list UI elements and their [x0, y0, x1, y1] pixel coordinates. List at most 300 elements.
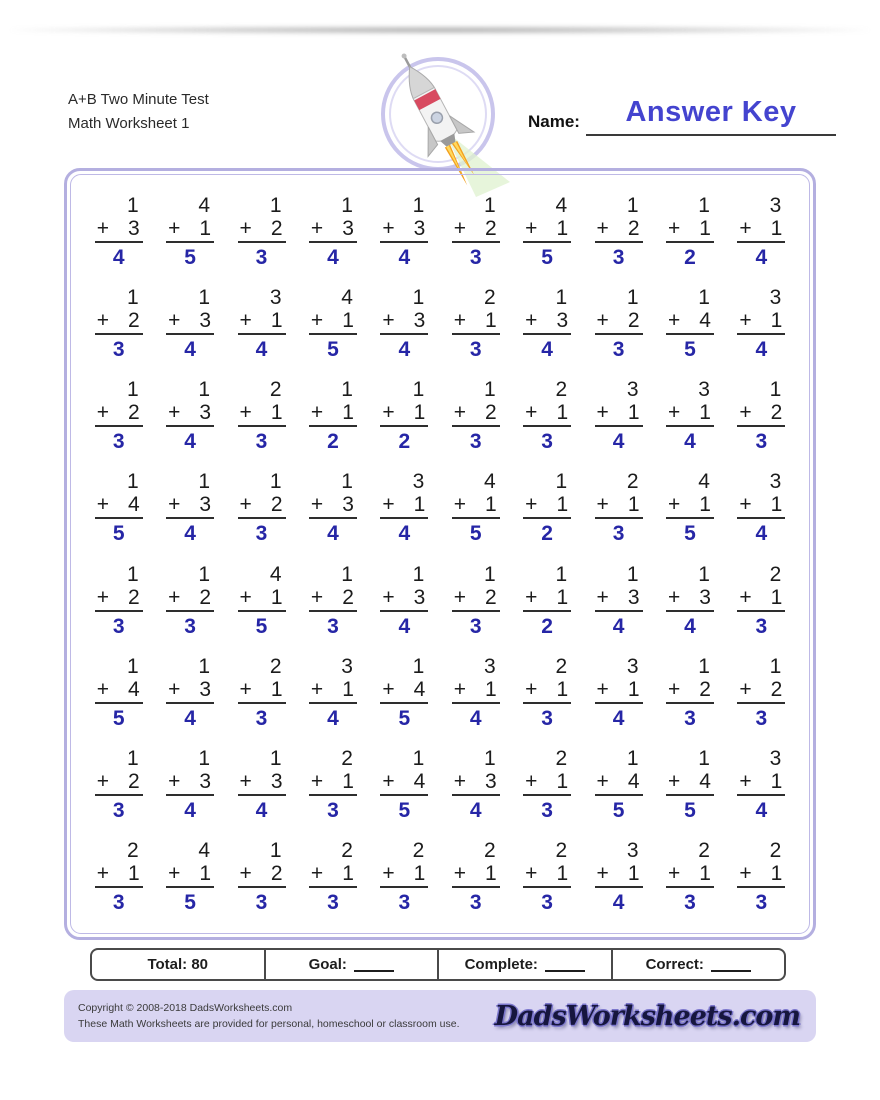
bottom-addend: 1: [485, 308, 497, 332]
addition-problem: [166, 563, 214, 638]
answer-value: 5: [327, 337, 339, 361]
addition-problem: [95, 655, 143, 730]
bottom-addend-row: [595, 586, 643, 612]
top-addend: 3: [698, 378, 710, 402]
bottom-addend-row: [95, 862, 143, 888]
plus-operator: +: [453, 401, 466, 425]
plus-operator: +: [525, 216, 538, 240]
answer-value: 3: [255, 245, 268, 269]
problem-cell: [440, 554, 511, 646]
bottom-addend-row: [452, 493, 500, 519]
plus-operator: +: [310, 216, 324, 240]
addition-problem: [309, 655, 357, 730]
answer-value: 5: [612, 799, 625, 823]
top-addend: 1: [555, 285, 568, 309]
plus-operator: +: [525, 401, 538, 425]
top-addend: 4: [698, 470, 710, 494]
addition-problem: [166, 378, 214, 453]
answer-value: 3: [255, 522, 268, 546]
answer-value: 3: [755, 891, 768, 915]
top-addend: 3: [769, 193, 782, 217]
addition-problem: [523, 470, 571, 545]
addition-problem: [666, 747, 714, 822]
bottom-addend: 3: [413, 308, 426, 332]
problem-cell: [297, 370, 368, 462]
bottom-addend-row: [595, 401, 643, 427]
addition-problem: [737, 563, 785, 638]
bottom-addend-row: [523, 217, 571, 243]
plus-operator: +: [96, 308, 109, 332]
bottom-addend: 2: [485, 216, 497, 240]
problem-cell: [583, 646, 654, 738]
plus-operator: +: [739, 677, 752, 701]
addition-problem: [595, 747, 643, 822]
bottom-addend: 1: [699, 216, 711, 240]
addition-problem: [238, 563, 286, 638]
bottom-addend-row: [380, 678, 428, 704]
bottom-addend: 1: [556, 216, 569, 240]
answer-value: 5: [541, 245, 553, 269]
plus-operator: +: [382, 770, 395, 794]
addition-problem: [595, 839, 643, 914]
addition-problem: [595, 378, 643, 453]
top-addend: 1: [555, 562, 568, 586]
bottom-addend-row: [666, 493, 714, 519]
top-addend: 1: [341, 562, 353, 586]
problem-cell: [226, 646, 297, 738]
problem-cell: [369, 554, 440, 646]
bottom-addend: 2: [270, 493, 283, 517]
plus-operator: +: [667, 677, 681, 701]
addition-problem: [95, 747, 143, 822]
addition-problem: [95, 378, 143, 453]
bottom-addend-row: [238, 678, 286, 704]
bottom-addend-row: [309, 862, 357, 888]
goal-cell: Goal:: [264, 950, 438, 979]
addition-problem: [452, 655, 500, 730]
problem-cell: [369, 739, 440, 831]
answer-value: 4: [755, 522, 768, 546]
bottom-addend-row: [309, 401, 357, 427]
answer-value: 2: [684, 245, 696, 269]
bottom-addend-row: [166, 586, 214, 612]
answer-value: 4: [469, 706, 482, 730]
answer-value: 3: [327, 891, 339, 915]
addition-problem: [737, 286, 785, 361]
addition-problem: [737, 839, 785, 914]
plus-operator: +: [525, 585, 538, 609]
problem-cell: [154, 370, 225, 462]
top-addend: 1: [127, 654, 139, 678]
plus-operator: +: [382, 862, 395, 886]
problem-cell: [226, 739, 297, 831]
plus-operator: +: [239, 585, 252, 609]
problem-cell: [83, 462, 154, 554]
problem-cell: [440, 831, 511, 923]
bottom-addend: 1: [270, 308, 283, 332]
bottom-addend: 1: [770, 493, 783, 517]
problem-cell: [654, 554, 725, 646]
problem-cell: [583, 185, 654, 277]
top-addend: 1: [127, 193, 139, 217]
answer-value: 5: [255, 614, 268, 638]
bottom-addend: 4: [413, 770, 426, 794]
answer-value: 4: [398, 614, 411, 638]
problem-cell: [726, 646, 797, 738]
answer-value: 3: [255, 706, 268, 730]
top-addend: 1: [484, 562, 496, 586]
bottom-addend: 1: [342, 862, 354, 886]
addition-problem: [238, 470, 286, 545]
problem-cell: [583, 277, 654, 369]
answer-value: 4: [755, 337, 768, 361]
bottom-addend-row: [452, 309, 500, 335]
plus-operator: +: [382, 216, 395, 240]
top-addend: 1: [769, 378, 782, 402]
top-addend: 1: [269, 470, 282, 494]
problem-cell: [154, 831, 225, 923]
bottom-addend-row: [666, 401, 714, 427]
top-addend: 3: [769, 470, 782, 494]
plus-operator: +: [239, 493, 252, 517]
bottom-addend: 2: [128, 585, 140, 609]
answer-value: 2: [541, 522, 553, 546]
answer-value: 3: [112, 799, 125, 823]
answer-value: 3: [684, 891, 696, 915]
bottom-addend-row: [523, 586, 571, 612]
bottom-addend: 1: [413, 862, 426, 886]
top-addend: 1: [412, 378, 425, 402]
problems-grid: [70, 174, 810, 934]
bottom-addend: 2: [199, 585, 212, 609]
answer-value: 4: [255, 337, 268, 361]
addition-problem: [238, 286, 286, 361]
bottom-addend-row: [309, 309, 357, 335]
answer-value: 4: [755, 245, 768, 269]
problem-row: [83, 831, 797, 923]
top-addend: 1: [269, 193, 282, 217]
bottom-addend-row: [737, 401, 785, 427]
bottom-addend-row: [595, 217, 643, 243]
bottom-addend-row: [737, 217, 785, 243]
top-addend: 2: [769, 562, 782, 586]
bottom-addend: 1: [270, 585, 283, 609]
answer-value: 2: [327, 430, 339, 454]
problem-cell: [83, 831, 154, 923]
problem-cell: [297, 462, 368, 554]
problem-cell: [440, 646, 511, 738]
bottom-addend: 2: [485, 585, 497, 609]
total-cell: Total: 80: [147, 956, 209, 973]
answer-value: 3: [684, 706, 696, 730]
bottom-addend-row: [595, 309, 643, 335]
answer-value: 3: [612, 245, 625, 269]
plus-operator: +: [667, 585, 681, 609]
top-addend: 4: [269, 562, 282, 586]
answer-value: 3: [255, 891, 268, 915]
plus-operator: +: [453, 677, 466, 701]
addition-problem: [238, 839, 286, 914]
top-addend: 2: [555, 378, 568, 402]
plus-operator: +: [596, 585, 609, 609]
problem-cell: [583, 370, 654, 462]
bottom-addend-row: [595, 678, 643, 704]
problem-cell: [297, 277, 368, 369]
addition-problem: [666, 839, 714, 914]
bottom-addend: 1: [556, 401, 569, 425]
problem-cell: [654, 739, 725, 831]
plus-operator: +: [667, 862, 681, 886]
bottom-addend-row: [666, 862, 714, 888]
addition-problem: [595, 194, 643, 269]
bottom-addend-row: [523, 309, 571, 335]
bottom-addend-row: [452, 862, 500, 888]
bottom-addend: 1: [413, 493, 426, 517]
plus-operator: +: [168, 401, 181, 425]
problem-cell: [369, 370, 440, 462]
bottom-addend-row: [95, 678, 143, 704]
plus-operator: +: [168, 585, 181, 609]
answer-value: 5: [684, 337, 696, 361]
problem-cell: [226, 831, 297, 923]
bottom-addend-row: [666, 217, 714, 243]
plus-operator: +: [667, 770, 681, 794]
bottom-addend: 3: [556, 308, 569, 332]
problem-cell: [654, 831, 725, 923]
problem-cell: [511, 831, 582, 923]
answer-value: 3: [469, 430, 482, 454]
bottom-addend-row: [238, 401, 286, 427]
answer-value: 3: [541, 799, 553, 823]
problem-cell: [440, 185, 511, 277]
bottom-addend-row: [95, 493, 143, 519]
top-addend: 2: [626, 470, 639, 494]
problem-cell: [511, 462, 582, 554]
problem-row: [83, 462, 797, 554]
problem-cell: [83, 277, 154, 369]
top-addend: 2: [555, 654, 568, 678]
top-addend: 1: [626, 747, 639, 771]
bottom-addend: 1: [699, 493, 711, 517]
bottom-addend: 1: [270, 401, 283, 425]
top-addend: 1: [269, 839, 282, 863]
bottom-addend: 1: [342, 677, 354, 701]
problem-cell: [583, 739, 654, 831]
bottom-addend: 1: [627, 862, 640, 886]
addition-problem: [309, 563, 357, 638]
bottom-addend: 1: [199, 216, 212, 240]
top-addend: 1: [412, 193, 425, 217]
bottom-addend-row: [95, 309, 143, 335]
bottom-addend: 4: [699, 770, 711, 794]
bottom-addend: 1: [699, 862, 711, 886]
addition-problem: [452, 378, 500, 453]
top-addend: 1: [127, 562, 139, 586]
bottom-addend: 4: [128, 493, 140, 517]
addition-problem: [523, 839, 571, 914]
top-addend: 3: [626, 378, 639, 402]
answer-value: 4: [184, 337, 196, 361]
bottom-addend: 2: [627, 216, 640, 240]
problem-cell: [583, 554, 654, 646]
problem-cell: [511, 739, 582, 831]
problem-row: [83, 554, 797, 646]
plus-operator: +: [96, 401, 109, 425]
top-addend: 3: [341, 654, 353, 678]
bottom-addend: 3: [199, 770, 212, 794]
addition-problem: [452, 563, 500, 638]
addition-problem: [95, 194, 143, 269]
name-label: Name:: [528, 112, 580, 131]
copyright-text: Copyright © 2008-2018 DadsWorksheets.com These Math Worksheets are provided for personal, homeschool or classroom use.: [78, 1002, 460, 1030]
plus-operator: +: [667, 308, 681, 332]
bottom-addend: 2: [128, 308, 140, 332]
answer-value: 4: [184, 706, 196, 730]
plus-operator: +: [310, 862, 324, 886]
top-addend: 1: [484, 747, 496, 771]
addition-problem: [166, 747, 214, 822]
answer-value: 4: [184, 799, 196, 823]
answer-value: 3: [112, 430, 125, 454]
correct-cell: Correct:: [611, 950, 785, 979]
bottom-addend-row: [452, 217, 500, 243]
bottom-addend-row: [95, 770, 143, 796]
problem-cell: [154, 185, 225, 277]
addition-problem: [309, 470, 357, 545]
bottom-addend-row: [238, 862, 286, 888]
bottom-addend-row: [523, 770, 571, 796]
bottom-addend: 1: [556, 770, 569, 794]
bottom-addend: 2: [270, 862, 283, 886]
bottom-addend-row: [238, 493, 286, 519]
bottom-addend-row: [523, 678, 571, 704]
problem-cell: [583, 462, 654, 554]
plus-operator: +: [739, 216, 752, 240]
bottom-addend: 3: [199, 401, 212, 425]
plus-operator: +: [168, 308, 181, 332]
problem-cell: [226, 462, 297, 554]
bottom-addend-row: [238, 586, 286, 612]
plus-operator: +: [453, 493, 466, 517]
bottom-addend-row: [309, 678, 357, 704]
bottom-addend-row: [380, 586, 428, 612]
answer-value: 5: [684, 522, 696, 546]
bottom-addend: 3: [699, 585, 711, 609]
plus-operator: +: [596, 493, 609, 517]
bottom-addend: 3: [485, 770, 497, 794]
top-addend: 1: [555, 470, 568, 494]
plus-operator: +: [667, 216, 681, 240]
plus-operator: +: [168, 677, 181, 701]
answer-value: 4: [112, 245, 125, 269]
top-addend: 3: [626, 654, 639, 678]
addition-problem: [95, 839, 143, 914]
answer-value: 3: [112, 337, 125, 361]
plus-operator: +: [453, 308, 466, 332]
problem-cell: [297, 554, 368, 646]
answer-value: 4: [398, 337, 411, 361]
problem-cell: [511, 277, 582, 369]
top-addend: 3: [769, 747, 782, 771]
plus-operator: +: [96, 216, 109, 240]
bottom-addend-row: [380, 862, 428, 888]
plus-operator: +: [168, 770, 181, 794]
bottom-addend: 3: [199, 677, 212, 701]
plus-operator: +: [739, 493, 752, 517]
top-addend: 1: [769, 654, 782, 678]
answer-value: 4: [612, 614, 625, 638]
top-addend: 1: [341, 193, 353, 217]
answer-value: 5: [184, 245, 196, 269]
addition-problem: [452, 839, 500, 914]
top-addend: 2: [769, 839, 782, 863]
problem-cell: [154, 739, 225, 831]
bottom-addend: 4: [128, 677, 140, 701]
bottom-addend: 4: [627, 770, 640, 794]
problem-cell: [440, 370, 511, 462]
addition-problem: [666, 470, 714, 545]
bottom-addend: 3: [342, 493, 354, 517]
bottom-addend: 1: [699, 401, 711, 425]
problem-cell: [726, 739, 797, 831]
bottom-addend: 2: [770, 677, 783, 701]
top-addend: 3: [269, 285, 282, 309]
bottom-addend-row: [666, 678, 714, 704]
addition-problem: [666, 286, 714, 361]
top-addend: 1: [127, 470, 139, 494]
bottom-addend: 1: [770, 770, 783, 794]
addition-problem: [380, 470, 428, 545]
top-addend: 1: [198, 470, 211, 494]
addition-problem: [737, 747, 785, 822]
answer-value: 3: [327, 799, 339, 823]
addition-problem: [595, 470, 643, 545]
addition-problem: [523, 194, 571, 269]
bottom-addend-row: [523, 493, 571, 519]
problem-cell: [511, 554, 582, 646]
addition-problem: [452, 470, 500, 545]
answer-value: 5: [112, 706, 125, 730]
addition-problem: [595, 286, 643, 361]
problem-cell: [297, 646, 368, 738]
bottom-addend: 1: [770, 585, 783, 609]
addition-problem: [238, 655, 286, 730]
bottom-addend: 1: [342, 401, 354, 425]
bottom-addend: 1: [627, 677, 640, 701]
addition-problem: [452, 194, 500, 269]
addition-problem: [737, 655, 785, 730]
problem-cell: [726, 554, 797, 646]
bottom-addend: 3: [270, 770, 283, 794]
bottom-addend-row: [595, 770, 643, 796]
bottom-addend-row: [666, 770, 714, 796]
bottom-addend: 1: [485, 677, 497, 701]
complete-cell: Complete:: [437, 950, 611, 979]
bottom-addend-row: [452, 770, 500, 796]
answer-value: 3: [184, 614, 196, 638]
plus-operator: +: [739, 585, 752, 609]
top-addend: 1: [626, 193, 639, 217]
bottom-addend-row: [95, 401, 143, 427]
plus-operator: +: [382, 677, 395, 701]
problem-cell: [369, 277, 440, 369]
plus-operator: +: [239, 308, 252, 332]
bottom-addend: 1: [485, 493, 497, 517]
plus-operator: +: [739, 308, 752, 332]
plus-operator: +: [96, 585, 109, 609]
addition-problem: [380, 747, 428, 822]
bottom-addend: 1: [199, 862, 212, 886]
